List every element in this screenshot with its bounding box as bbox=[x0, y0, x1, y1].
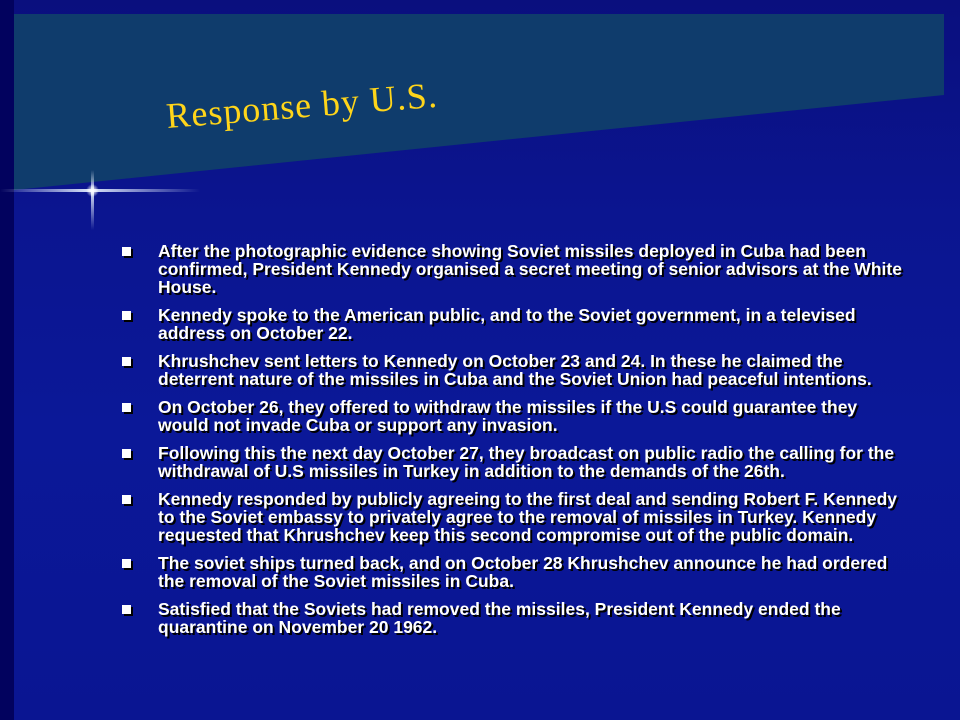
bullet-text: After the photographic evidence showing Soviet missiles deployed in Cuba had been confirmed, President Kennedy organised a secret meeting of senior advisors at the White House. bbox=[158, 241, 902, 297]
square-bullet-icon bbox=[122, 605, 131, 614]
bullet-text: The soviet ships turned back, and on October 28 Khrushchev announce he had ordered the removal of the Soviet missiles in Cuba. bbox=[158, 553, 888, 591]
square-bullet-icon bbox=[122, 449, 131, 458]
bullet-item bbox=[118, 444, 908, 480]
sparkle-horizontal-ray bbox=[0, 189, 200, 192]
bullet-text: Satisfied that the Soviets had removed the missiles, President Kennedy ended the quarantine on November 20 1962. bbox=[158, 599, 841, 637]
bullet-item bbox=[118, 398, 908, 434]
bullet-item bbox=[118, 306, 908, 342]
header-shape bbox=[14, 14, 944, 190]
bullet-text: Following this the next day October 27, they broadcast on public radio the calling for the withdrawal of U.S missiles in Turkey in addition to the demands of the 26th. bbox=[158, 443, 895, 481]
bullet-text: Khrushchev sent letters to Kennedy on October 23 and 24. In these he claimed the deterrent nature of the missiles in Cuba and the Soviet Union had peaceful intentions. bbox=[158, 351, 872, 389]
square-bullet-icon bbox=[122, 311, 131, 320]
bullet-text: Kennedy responded by publicly agreeing to the first deal and sending Robert F. Kennedy to the Soviet embassy to privately agree to the removal of missiles in Turkey. Kennedy requested that Khrushchev keep this second compromise out of the public domain. bbox=[158, 489, 897, 545]
header-panel bbox=[0, 0, 960, 200]
bullet-item bbox=[118, 554, 908, 590]
bullet-text: On October 26, they offered to withdraw the missiles if the U.S could guarantee they would not invade Cuba or support any invasion. bbox=[158, 397, 858, 435]
square-bullet-icon bbox=[122, 495, 131, 504]
slide-title: Response by U.S. bbox=[164, 74, 440, 137]
sparkle-vertical-ray bbox=[91, 170, 94, 230]
bullet-item bbox=[118, 352, 908, 388]
bullet-item bbox=[118, 490, 908, 544]
bullet-item bbox=[118, 242, 908, 296]
square-bullet-icon bbox=[122, 247, 131, 256]
bullet-text: Kennedy spoke to the American public, and to the Soviet government, in a televised address on October 22. bbox=[158, 305, 856, 343]
sparkle-icon bbox=[86, 184, 99, 197]
bullet-list bbox=[118, 242, 908, 646]
square-bullet-icon bbox=[122, 403, 131, 412]
square-bullet-icon bbox=[122, 559, 131, 568]
square-bullet-icon bbox=[122, 357, 131, 366]
bullet-item bbox=[118, 600, 908, 636]
